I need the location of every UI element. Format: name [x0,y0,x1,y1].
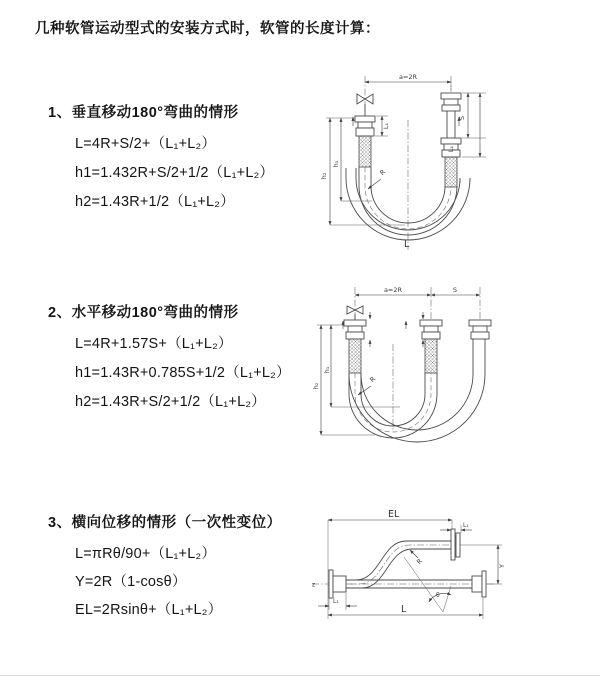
svg-text:a=2R: a=2R [383,286,403,294]
left-flange [329,570,346,598]
braided-hose-section [425,339,437,373]
svg-text:h₁: h₁ [332,160,340,168]
svg-text:L₁: L₁ [447,145,455,153]
centerline-mark: z [312,581,316,589]
formula: h1=1.43R+0.785S+1/2（L₁+L₂） [75,365,291,381]
formula: EL=2Rsinθ+（L₁+L₂） [75,602,223,618]
braided-hose-section [359,136,371,167]
svg-text:L₁: L₁ [463,522,469,529]
dimension-a-2r [365,73,451,90]
diagram-vertical-180-bend [310,68,538,256]
radius-label [410,550,424,566]
braided-hose-section [349,339,361,373]
left-pipe-fitting [344,320,366,373]
section-1-heading: 1、垂直移动180°弯曲的情形 [48,105,239,121]
valve-icon [357,94,373,116]
diagram-lateral-displacement [300,500,570,650]
formula: h2=1.43R+1/2（L₁+L₂） [75,194,235,210]
dimension-el [328,509,452,570]
svg-text:EL: EL [388,509,400,520]
svg-text:L₁: L₁ [382,122,390,130]
svg-text:h₂: h₂ [312,382,320,390]
page-title: 几种软管运动型式的安装方式时，软管的长度计算： [35,21,380,37]
formula: Y=2R（1-cosθ） [75,574,187,590]
dimension-y [486,545,506,584]
braided-hose-section [445,157,457,187]
svg-text:h₁: h₁ [323,366,331,374]
svg-text:L₁: L₁ [333,598,339,605]
formula: h2=1.43R+S/2+1/2（L₁+L₂） [75,394,266,410]
svg-text:Y: Y [498,564,506,568]
hose-u-bend [349,339,485,442]
right-pipe-fitting [441,93,461,187]
dimension-a-2r [355,286,431,295]
svg-text:R: R [415,557,425,567]
svg-text:L: L [401,604,407,615]
dimension-l1-top [440,522,472,533]
formula: L=πRθ/90+（L₁+L₂） [75,546,217,562]
formula: L=4R+S/2+（L₁+L₂） [75,136,217,152]
dimension-l1-left [375,116,390,136]
formula: L=4R+1.57S+（L₁+L₂） [75,336,233,352]
dimension-l [328,570,483,619]
svg-text:R: R [368,375,378,385]
svg-text:h₂: h₂ [320,172,328,180]
length-label: L [404,239,410,250]
diagram-horizontal-180-bend [310,282,550,467]
dimension-s [431,286,480,295]
svg-text:S: S [458,115,466,121]
formula: h1=1.432R+S/2+1/2（L₁+L₂） [75,165,275,181]
angle-theta [404,557,451,612]
svg-text:R: R [378,168,388,178]
right-pipe-fitting [469,320,491,339]
svg-text:a=2R: a=2R [398,73,418,81]
left-pipe-fitting [355,116,375,167]
svg-text:S: S [452,286,458,294]
section-2-heading: 2、水平移动180°弯曲的情形 [48,305,239,321]
section-3-heading: 3、横向位移的情形（一次性变位） [48,515,282,531]
svg-text:θ: θ [436,592,440,599]
dimension-l1-bottom [318,593,357,610]
